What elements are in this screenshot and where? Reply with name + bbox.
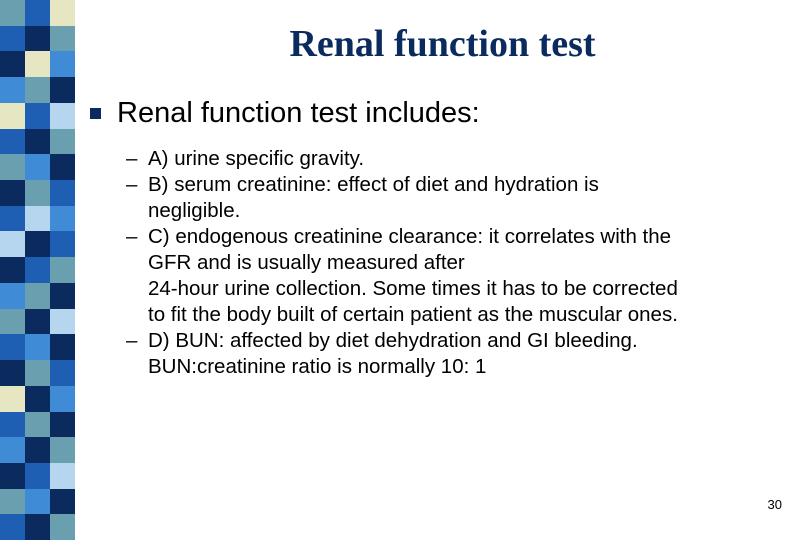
main-bullet — [90, 97, 480, 130]
page-number: 30 — [767, 497, 782, 512]
dash-bullet: – — [126, 173, 138, 196]
square-bullet-icon — [90, 108, 101, 119]
sub-item-text: D) BUN: affected by diet dehydration and GI bleeding. BUN:creatinine ratio is normally 10: 1 — [148, 329, 638, 378]
list-item — [126, 328, 796, 380]
list-item — [126, 224, 796, 328]
main-bullet-text: Renal function test includes: — [117, 97, 480, 129]
dash-bullet: – — [126, 147, 138, 170]
dash-bullet: – — [126, 329, 138, 352]
list-item — [126, 146, 796, 172]
sub-item-text: C) endogenous creatinine clearance: it correlates with the GFR and is usually measured after 24-hour urine collection. Some times it has to be corrected to fit the body built of certain patient as the muscular ones. — [148, 225, 678, 326]
dash-bullet: – — [126, 225, 138, 248]
list-item — [126, 172, 796, 224]
sub-item-text: A) urine specific gravity. — [148, 147, 365, 170]
decorative-stripe — [0, 0, 75, 540]
slide-title: Renal function test — [289, 23, 596, 65]
sub-item-text: B) serum creatinine: effect of diet and hydration is negligible. — [148, 173, 599, 222]
sub-bullet-list — [126, 146, 796, 380]
